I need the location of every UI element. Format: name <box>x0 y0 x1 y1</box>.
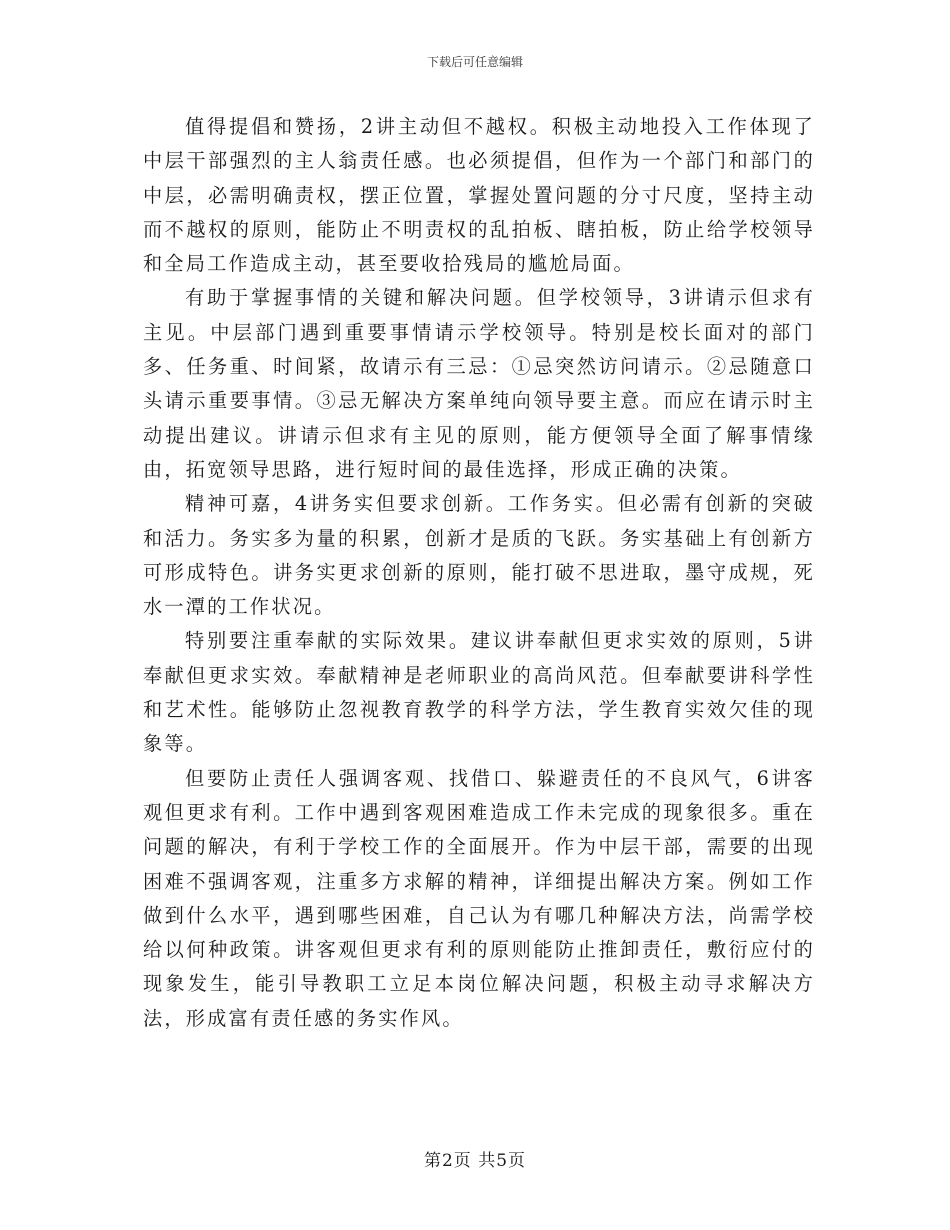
page-header <box>0 54 950 70</box>
paragraph-3: 精神可嘉，4讲务实但要求创新。工作务实。但必需有创新的突破和活力。务实多为量的积累，创新才是质的飞跃。务实基础上有创新方可形成特色。讲务实更求创新的原则，能打破不思进取，墨守成规，死水一潭的工作状况。 <box>143 492 815 619</box>
paragraph-2: 有助于掌握事情的关键和解决问题。但学校领导，3讲请示但求有主见。中层部门遇到重要事情请示学校领导。特别是校长面对的部门多、任务重、时间紧，故请示有三忌：①忌突然访问请示。②忌随意口头请示重要事情。③忌无解决方案单纯向领导要主意。而应在请示时主动提出建议。讲请示但求有主见的原则，能方便领导全面了解事情缘由，拓宽领导思路，进行短时间的最佳选择，形成正确的决策。 <box>143 286 815 481</box>
page-footer <box>0 1150 950 1172</box>
paragraph-1: 值得提倡和赞扬，2讲主动但不越权。积极主动地投入工作体现了中层干部强烈的主人翁责任感。也必须提倡，但作为一个部门和部门的中层，必需明确责权，摆正位置，掌握处置问题的分寸尺度，坚持主动而不越权的原则，能防止不明责权的乱拍板、瞎拍板，防止给学校领导和全局工作造成主动，甚至要收拾残局的尴尬局面。 <box>143 115 815 276</box>
footer-total-pages: 5 <box>496 1151 509 1171</box>
footer-prefix: 第 <box>423 1151 442 1171</box>
header-text: 下载后可任意编辑 <box>426 55 523 69</box>
footer-suffix: 页 <box>508 1151 527 1171</box>
paragraph-5: 但要防止责任人强调客观、找借口、躲避责任的不良风气，6讲客观但更求有利。工作中遇到客观困难造成工作未完成的现象很多。重在问题的解决，有利于学校工作的全面展开。作为中层干部，需要的出现困难不强调客观，注重多方求解的精神，详细提出解决方案。例如工作做到什么水平，遇到哪些困难，自己认为有哪几种解决方法，尚需学校给以何种政策。讲客观但更求有利的原则能防止推卸责任，敷衍应付的现象发生，能引导教职工立足本岗位解决问题，积极主动寻求解决方法，形成富有责任感的务实作风。 <box>143 766 815 1030</box>
paragraph-4: 特别要注重奉献的实际效果。建议讲奉献但更求实效的原则，5讲奉献但更求实效。奉献精神是老师职业的高尚风范。但奉献要讲科学性和艺术性。能够防止忽视教育教学的科学方法，学生教育实效欠佳的现象等。 <box>143 629 815 756</box>
document-body <box>143 110 815 1036</box>
footer-middle: 页 共 <box>453 1151 497 1171</box>
footer-page-number: 2 <box>441 1151 454 1171</box>
